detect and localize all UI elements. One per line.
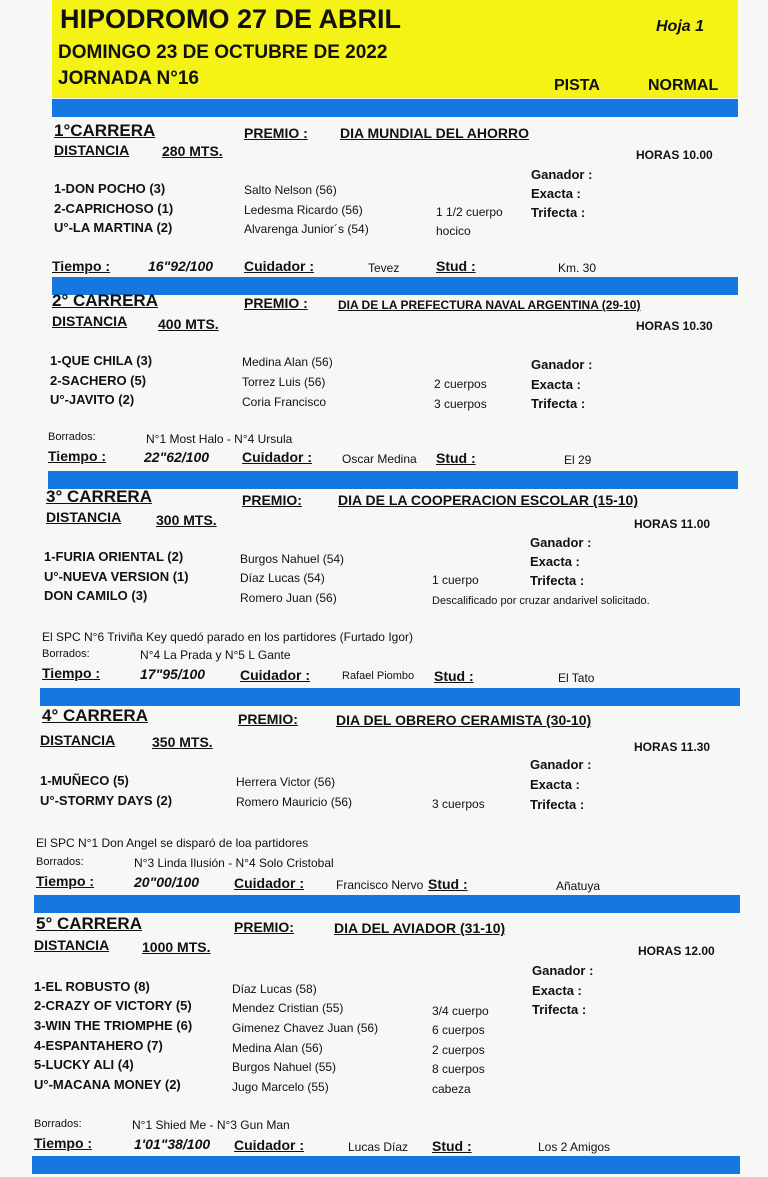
scratched-list: N°1 Shied Me - N°3 Gun Man [132, 1118, 290, 1132]
jockey: Alvarenga Junior´s (54) [244, 222, 369, 236]
race-time: 16"92/100 [148, 258, 214, 274]
race-title: 1°CARRERA [54, 121, 156, 140]
event-date: DOMINGO 23 DE OCTUBRE DE 2022 [58, 42, 388, 63]
ganador-label: Ganador : [531, 357, 593, 372]
race-hour: HORAS 10.00 [636, 148, 713, 162]
scratched-list: N°4 La Prada y N°5 L Gante [140, 648, 291, 662]
trainer-name: Francisco Nervo [336, 878, 424, 892]
trainer-name: Lucas Díaz [348, 1140, 409, 1154]
horse-entry: 4-ESPANTAHERO (7) [34, 1038, 163, 1053]
jockey: Burgos Nahuel (55) [232, 1060, 337, 1074]
horse-entry: 1-QUE CHILA (3) [50, 353, 153, 368]
horse-entry: U°-LA MARTINA (2) [54, 220, 173, 235]
cuidador-label: Cuidador : [244, 258, 314, 274]
trifecta-label: Trifecta : [530, 573, 585, 588]
horse-entry: 2-CRAZY OF VICTORY (5) [34, 998, 192, 1013]
premio-label: PREMIO: [242, 492, 302, 508]
exacta-label: Exacta : [531, 377, 581, 392]
cuidador-label: Cuidador : [234, 875, 304, 891]
borrados-label: Borrados: [34, 1118, 82, 1130]
ganador-label: Ganador : [531, 167, 593, 182]
stud-label: Stud : [428, 876, 468, 892]
stud-label: Stud : [434, 668, 474, 684]
margin: cabeza [432, 1082, 471, 1096]
premio-label: PREMIO : [244, 295, 308, 311]
horse-entry: 1-DON POCHO (3) [54, 181, 166, 196]
jockey: Gimenez Chavez Juan (56) [232, 1021, 379, 1035]
borrados-label: Borrados: [36, 856, 84, 868]
margin: 1 1/2 cuerpo [436, 205, 503, 219]
race-title: 4° CARRERA [42, 706, 148, 725]
scratched-list: N°3 Linda Ilusión - N°4 Solo Cristobal [134, 856, 334, 870]
distance-label: DISTANCIA [54, 142, 130, 158]
distance-label: DISTANCIA [34, 937, 110, 953]
horse-entry: 1-MUÑECO (5) [40, 773, 129, 788]
page-title: HIPODROMO 27 DE ABRIL [60, 4, 402, 34]
premio-label: PREMIO : [244, 125, 308, 141]
jockey: Torrez Luis (56) [242, 375, 326, 389]
trifecta-label: Trifecta : [530, 797, 585, 812]
horse-entry: 1-FURIA ORIENTAL (2) [44, 549, 184, 564]
borrados-label: Borrados: [42, 648, 90, 660]
pista-value: NORMAL [648, 77, 719, 94]
horse-entry: U°-JAVITO (2) [50, 392, 135, 407]
race-prize: DIA MUNDIAL DEL AHORRO [340, 125, 529, 141]
horse-entry: DON CAMILO (3) [44, 588, 148, 603]
trifecta-label: Trifecta : [532, 1002, 587, 1017]
race-note: El SPC N°6 Triviña Key quedó parado en los partidores (Furtado Igor) [42, 630, 413, 644]
ganador-label: Ganador : [532, 963, 594, 978]
jockey: Romero Mauricio (56) [236, 795, 353, 809]
ganador-label: Ganador : [530, 535, 592, 550]
jockey: Medina Alan (56) [242, 355, 333, 369]
scratched-list: N°1 Most Halo - N°4 Ursula [146, 432, 293, 446]
margin: 2 cuerpos [432, 1043, 485, 1057]
premio-label: PREMIO: [238, 711, 298, 727]
race-hour: HORAS 12.00 [638, 944, 715, 958]
distance-label: DISTANCIA [46, 509, 122, 525]
horse-entry: U°-STORMY DAYS (2) [40, 793, 173, 808]
exacta-label: Exacta : [530, 554, 580, 569]
borrados-label: Borrados: [48, 431, 96, 443]
race-time: 20"00/100 [134, 874, 200, 890]
race-note: El SPC N°1 Don Angel se disparó de loa partidores [36, 836, 309, 850]
horse-entry: U°-NUEVA VERSION (1) [44, 569, 189, 584]
trainer-name: Tevez [368, 261, 400, 275]
cuidador-label: Cuidador : [240, 667, 310, 683]
tiempo-label: Tiempo : [36, 873, 95, 889]
race-hour: HORAS 11.00 [634, 517, 711, 531]
stud-label: Stud : [432, 1138, 472, 1154]
disqualification-note: Descalificado por cruzar andarivel solicitado. [432, 595, 650, 607]
margin: 2 cuerpos [434, 377, 487, 391]
trifecta-label: Trifecta : [531, 205, 586, 220]
jockey: Salto Nelson (56) [244, 183, 337, 197]
jockey: Díaz Lucas (54) [240, 571, 325, 585]
race-hour: HORAS 11.30 [634, 740, 711, 754]
jockey: Medina Alan (56) [232, 1041, 323, 1055]
exacta-label: Exacta : [531, 186, 581, 201]
horse-entry: 1-EL ROBUSTO (8) [34, 979, 150, 994]
race-time: 1'01"38/100 [134, 1136, 211, 1152]
premio-label: PREMIO: [234, 919, 294, 935]
margin: 8 cuerpos [432, 1062, 485, 1076]
section-divider [32, 1156, 740, 1174]
trainer-name: Oscar Medina [342, 452, 417, 466]
jockey: Coria Francisco [242, 395, 327, 409]
trifecta-label: Trifecta : [531, 396, 586, 411]
exacta-label: Exacta : [532, 983, 582, 998]
race-prize: DIA DE LA COOPERACION ESCOLAR (15-10) [338, 492, 638, 508]
stud-name: El 29 [564, 453, 592, 467]
ganador-label: Ganador : [530, 757, 592, 772]
horse-entry: U°-MACANA MONEY (2) [34, 1077, 181, 1092]
margin: 1 cuerpo [432, 573, 479, 587]
horse-entry: 5-LUCKY ALI (4) [34, 1057, 134, 1072]
cuidador-label: Cuidador : [234, 1137, 304, 1153]
jockey: Jugo Marcelo (55) [232, 1080, 329, 1094]
race-distance: 280 MTS. [162, 143, 223, 159]
tiempo-label: Tiempo : [52, 258, 111, 274]
race-prize: DIA DEL AVIADOR (31-10) [334, 920, 506, 936]
section-divider [34, 895, 740, 913]
race-distance: 300 MTS. [156, 512, 217, 528]
race-hour: HORAS 10.30 [636, 319, 713, 333]
pista-label: PISTA [554, 77, 600, 94]
margin: 3/4 cuerpo [432, 1004, 489, 1018]
stud-name: Los 2 Amigos [538, 1140, 611, 1154]
horse-entry: 3-WIN THE TRIOMPHE (6) [34, 1018, 193, 1033]
race-distance: 1000 MTS. [142, 939, 211, 955]
jockey: Herrera Victor (56) [236, 775, 336, 789]
distance-label: DISTANCIA [52, 313, 128, 329]
tiempo-label: Tiempo : [42, 665, 101, 681]
distance-label: DISTANCIA [40, 732, 116, 748]
jockey: Ledesma Ricardo (56) [244, 203, 363, 217]
race-title: 5° CARRERA [36, 914, 142, 933]
tiempo-label: Tiempo : [48, 448, 107, 464]
margin: 6 cuerpos [432, 1023, 485, 1037]
jockey: Burgos Nahuel (54) [240, 552, 345, 566]
race-distance: 350 MTS. [152, 734, 213, 750]
race-distance: 400 MTS. [158, 316, 219, 332]
exacta-label: Exacta : [530, 777, 580, 792]
margin: 3 cuerpos [434, 397, 487, 411]
jockey: Romero Juan (56) [240, 591, 337, 605]
sheet-number: Hoja 1 [656, 18, 705, 35]
stud-label: Stud : [436, 450, 476, 466]
stud-label: Stud : [436, 258, 476, 274]
trainer-name: Rafael Piombo [342, 670, 415, 682]
race-time: 17"95/100 [140, 666, 206, 682]
cuidador-label: Cuidador : [242, 449, 312, 465]
stud-name: El Tato [558, 671, 595, 685]
race-prize: DIA DE LA PREFECTURA NAVAL ARGENTINA (29-10) [338, 298, 641, 312]
race-time: 22"62/100 [144, 449, 210, 465]
tiempo-label: Tiempo : [34, 1135, 93, 1151]
jockey: Mendez Cristian (55) [232, 1001, 344, 1015]
horse-entry: 2-SACHERO (5) [50, 373, 147, 388]
section-divider [40, 688, 740, 706]
margin: hocico [436, 224, 471, 238]
race-title: 3° CARRERA [46, 487, 152, 506]
section-divider [52, 99, 738, 117]
race-title: 2° CARRERA [52, 291, 158, 310]
margin: 3 cuerpos [432, 797, 485, 811]
horse-entry: 2-CAPRICHOSO (1) [54, 201, 174, 216]
jockey: Díaz Lucas (58) [232, 982, 317, 996]
stud-name: Km. 30 [558, 261, 597, 275]
stud-name: Añatuya [556, 879, 601, 893]
race-prize: DIA DEL OBRERO CERAMISTA (30-10) [336, 712, 592, 728]
jornada-number: JORNADA N°16 [58, 68, 199, 89]
